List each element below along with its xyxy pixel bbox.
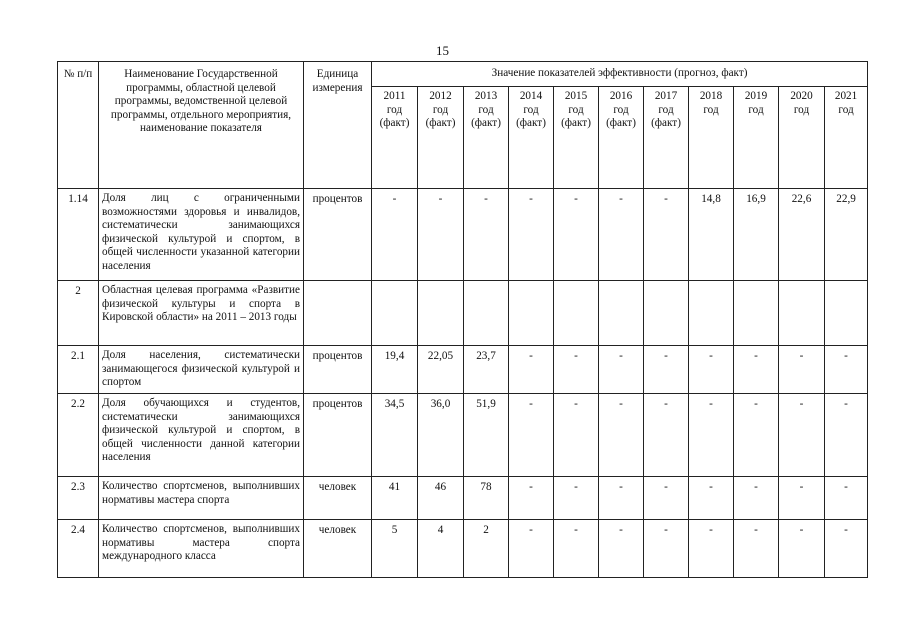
value-cell-2021: - bbox=[825, 477, 868, 520]
value-cell-2012: 36,0 bbox=[418, 394, 464, 477]
value-cell-2019: - bbox=[734, 477, 779, 520]
value-cell-2020 bbox=[779, 281, 825, 346]
header-year-2011 bbox=[372, 87, 418, 189]
row-unit: человек bbox=[304, 520, 372, 578]
row-unit: человек bbox=[304, 477, 372, 520]
value-cell-2020: - bbox=[779, 394, 825, 477]
value-cell-2011: 5 bbox=[372, 520, 418, 578]
header-year-year: 2019 bbox=[744, 90, 768, 102]
row-number: 2.3 bbox=[58, 477, 99, 520]
value-cell-2012: 4 bbox=[418, 520, 464, 578]
value-cell-2015: - bbox=[554, 477, 599, 520]
header-year-2018 bbox=[689, 87, 734, 189]
row-unit: процентов bbox=[304, 346, 372, 394]
value-cell-2020: - bbox=[779, 346, 825, 394]
value-cell-2011 bbox=[372, 281, 418, 346]
value-cell-2020: 22,6 bbox=[779, 189, 825, 281]
value-cell-2015: - bbox=[554, 189, 599, 281]
value-cell-2021: - bbox=[825, 520, 868, 578]
row-number: 2 bbox=[58, 281, 99, 346]
header-year-year: 2020 bbox=[790, 90, 813, 102]
row-name: Количество спортсменов, выполнивших нормативы мастера спорта международного класса bbox=[99, 520, 304, 578]
header-values-group: Значение показателей эффективности (прогноз, факт) bbox=[372, 62, 868, 87]
row-number: 2.4 bbox=[58, 520, 99, 578]
value-cell-2013 bbox=[464, 281, 509, 346]
header-year-year: 2013 bbox=[474, 90, 498, 102]
header-year-2016 bbox=[599, 87, 644, 189]
header-year-word: год bbox=[658, 103, 674, 116]
value-cell-2014 bbox=[509, 281, 554, 346]
row-name: Доля населения, систематически занимающегося физической культурой и спортом bbox=[99, 346, 304, 394]
header-year-year: 2016 bbox=[609, 90, 633, 102]
header-year-word: год bbox=[793, 103, 810, 116]
value-cell-2016: - bbox=[599, 394, 644, 477]
header-year-note: (факт) bbox=[379, 117, 410, 130]
table-row bbox=[58, 394, 868, 477]
table-row bbox=[58, 189, 868, 281]
value-cell-2013: 2 bbox=[464, 520, 509, 578]
value-cell-2011: 19,4 bbox=[372, 346, 418, 394]
value-cell-2019 bbox=[734, 281, 779, 346]
header-number: № п/п bbox=[58, 62, 99, 189]
value-cell-2016: - bbox=[599, 346, 644, 394]
value-cell-2018: - bbox=[689, 346, 734, 394]
header-year-2021 bbox=[825, 87, 868, 189]
table-row bbox=[58, 477, 868, 520]
header-year-word: год bbox=[613, 103, 629, 116]
value-cell-2019: 16,9 bbox=[734, 189, 779, 281]
header-year-word: год bbox=[703, 103, 719, 116]
header-year-year: 2021 bbox=[834, 90, 858, 102]
value-cell-2015: - bbox=[554, 520, 599, 578]
header-year-2017 bbox=[644, 87, 689, 189]
value-cell-2015 bbox=[554, 281, 599, 346]
row-name: Областная целевая программа «Развитие физической культуры и спорта в Кировской области» на 2011 – 2013 годы bbox=[99, 281, 304, 346]
row-unit: процентов bbox=[304, 189, 372, 281]
header-year-note: (факт) bbox=[516, 117, 546, 130]
value-cell-2014: - bbox=[509, 346, 554, 394]
header-year-word: год bbox=[523, 103, 539, 116]
value-cell-2019: - bbox=[734, 520, 779, 578]
value-cell-2012: 22,05 bbox=[418, 346, 464, 394]
header-year-2020 bbox=[779, 87, 825, 189]
value-cell-2016 bbox=[599, 281, 644, 346]
value-cell-2019: - bbox=[734, 394, 779, 477]
value-cell-2012: 46 bbox=[418, 477, 464, 520]
value-cell-2012: - bbox=[418, 189, 464, 281]
header-year-2015 bbox=[554, 87, 599, 189]
value-cell-2016: - bbox=[599, 477, 644, 520]
value-cell-2015: - bbox=[554, 394, 599, 477]
value-cell-2013: - bbox=[464, 189, 509, 281]
header-year-2019 bbox=[734, 87, 779, 189]
value-cell-2011: - bbox=[372, 189, 418, 281]
header-year-2013 bbox=[464, 87, 509, 189]
header-unit: Единица измерения bbox=[304, 62, 372, 189]
value-cell-2014: - bbox=[509, 189, 554, 281]
row-name: Доля обучающихся и студентов, систематически занимающихся физической культурой и спортом, в общей численности данной категории населения bbox=[99, 394, 304, 477]
indicators-table bbox=[57, 61, 868, 578]
value-cell-2021: - bbox=[825, 394, 868, 477]
value-cell-2014: - bbox=[509, 520, 554, 578]
value-cell-2018: - bbox=[689, 477, 734, 520]
row-unit bbox=[304, 281, 372, 346]
table-row bbox=[58, 520, 868, 578]
value-cell-2017: - bbox=[644, 520, 689, 578]
header-year-note: (факт) bbox=[561, 117, 591, 130]
header-year-word: год bbox=[568, 103, 584, 116]
value-cell-2012 bbox=[418, 281, 464, 346]
value-cell-2021: 22,9 bbox=[825, 189, 868, 281]
header-year-note: (факт) bbox=[425, 117, 456, 130]
value-cell-2017: - bbox=[644, 346, 689, 394]
header-year-year: 2017 bbox=[654, 90, 678, 102]
value-cell-2015: - bbox=[554, 346, 599, 394]
row-name: Доля лиц с ограниченными возможностями здоровья и инвалидов, систематически занимающихся физической культурой и спортом, в общей численности указанной категории населения bbox=[99, 189, 304, 281]
value-cell-2016: - bbox=[599, 189, 644, 281]
value-cell-2021: - bbox=[825, 346, 868, 394]
value-cell-2021 bbox=[825, 281, 868, 346]
table-row bbox=[58, 281, 868, 346]
header-year-2012 bbox=[418, 87, 464, 189]
value-cell-2020: - bbox=[779, 477, 825, 520]
row-number: 2.1 bbox=[58, 346, 99, 394]
value-cell-2018: - bbox=[689, 394, 734, 477]
header-year-year: 2014 bbox=[519, 90, 543, 102]
header-year-2014 bbox=[509, 87, 554, 189]
header-year-note: (факт) bbox=[471, 117, 501, 130]
value-cell-2013: 78 bbox=[464, 477, 509, 520]
header-year-note: (факт) bbox=[651, 117, 681, 130]
table-body bbox=[58, 189, 868, 578]
value-cell-2011: 34,5 bbox=[372, 394, 418, 477]
value-cell-2013: 23,7 bbox=[464, 346, 509, 394]
header-year-note: (факт) bbox=[606, 117, 636, 130]
header-year-word: год bbox=[386, 103, 403, 116]
header-year-year: 2011 bbox=[383, 90, 406, 102]
value-cell-2017 bbox=[644, 281, 689, 346]
value-cell-2018: - bbox=[689, 520, 734, 578]
value-cell-2019: - bbox=[734, 346, 779, 394]
value-cell-2013: 51,9 bbox=[464, 394, 509, 477]
value-cell-2014: - bbox=[509, 394, 554, 477]
row-name: Количество спортсменов, выполнивших нормативы мастера спорта bbox=[99, 477, 304, 520]
value-cell-2018: 14,8 bbox=[689, 189, 734, 281]
page-number: 15 bbox=[436, 43, 449, 58]
header-year-word: год bbox=[748, 103, 764, 116]
header-name: Наименование Государственной программы, областной целевой программы, ведомственной целевой программы, отдельного мероприятия, наименование показателя bbox=[99, 62, 304, 189]
value-cell-2017: - bbox=[644, 189, 689, 281]
value-cell-2014: - bbox=[509, 477, 554, 520]
value-cell-2017: - bbox=[644, 394, 689, 477]
header-year-word: год bbox=[838, 103, 854, 116]
value-cell-2011: 41 bbox=[372, 477, 418, 520]
row-number: 2.2 bbox=[58, 394, 99, 477]
header-row-top bbox=[58, 62, 868, 87]
value-cell-2020: - bbox=[779, 520, 825, 578]
value-cell-2017: - bbox=[644, 477, 689, 520]
header-year-year: 2015 bbox=[564, 90, 588, 102]
table-row bbox=[58, 346, 868, 394]
value-cell-2018 bbox=[689, 281, 734, 346]
row-number: 1.14 bbox=[58, 189, 99, 281]
header-year-word: год bbox=[478, 103, 494, 116]
value-cell-2016: - bbox=[599, 520, 644, 578]
row-unit: процентов bbox=[304, 394, 372, 477]
header-year-year: 2018 bbox=[699, 90, 723, 102]
header-year-year: 2012 bbox=[429, 90, 452, 102]
header-year-word: год bbox=[432, 103, 449, 116]
